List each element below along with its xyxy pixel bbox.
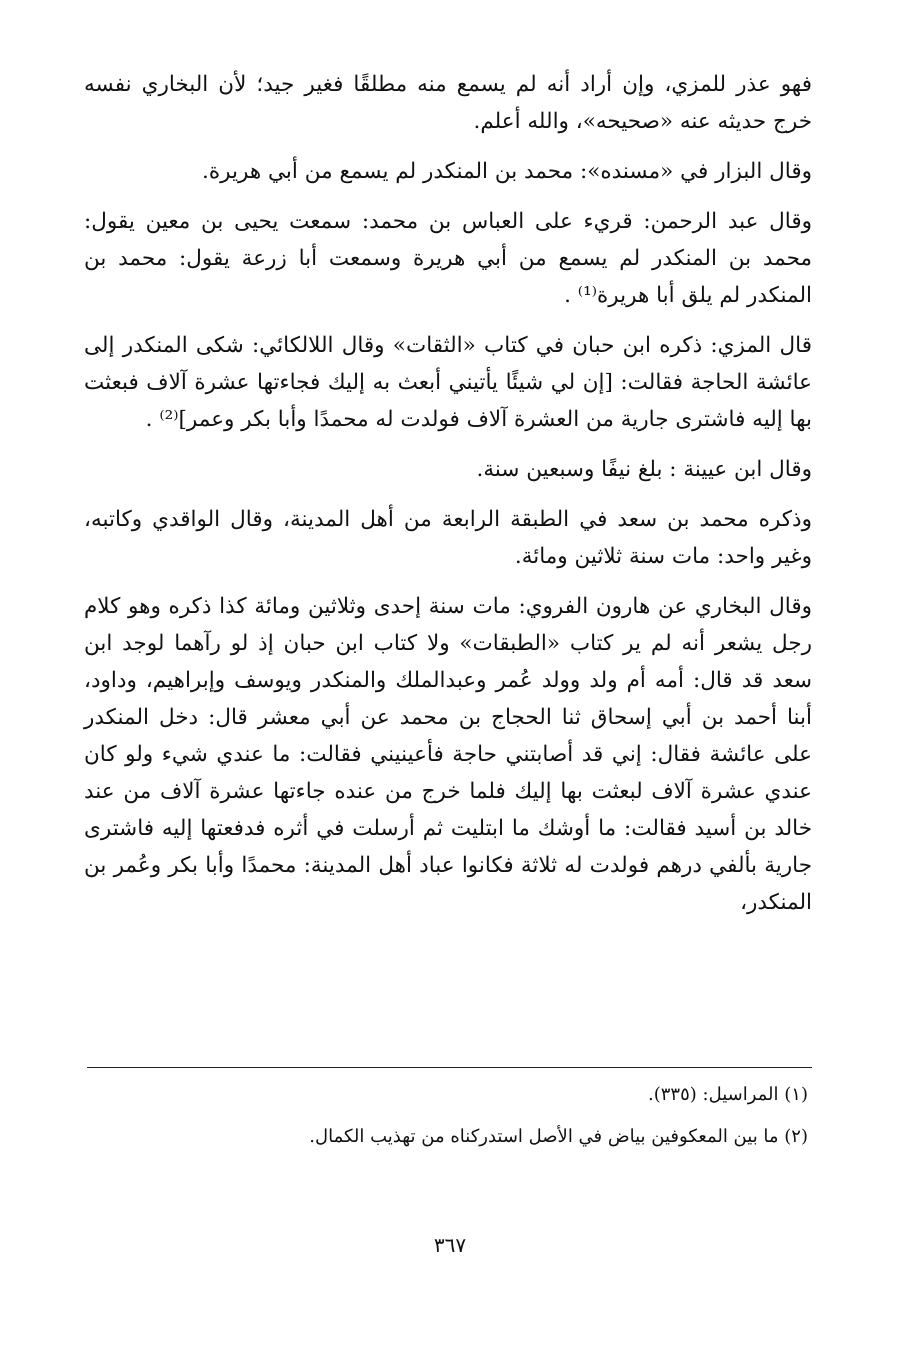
paragraph-4: قال المزي: ذكره ابن حبان في كتاب «الثقات» وقال اللالكائي: شكى المنكدر إلى عائشة الحاجة فقالت: [إن لي شيئًا يأتيني أبعث به إليك فجاءتها عشرة آلاف فبعثت بها إليه فاشترى جارية من العشرة آلاف فولدت له محمدًا وأبا بكر وعمر]⁽²⁾ . xyxy=(84,333,812,432)
footnote-divider xyxy=(87,1067,812,1068)
paragraph-3: وقال عبد الرحمن: قريء على العباس بن محمد: سمعت يحيى بن معين يقول: محمد بن المنكدر لم يسمع من أبي هريرة وسمعت أبا زرعة يقول: محمد بن المنكدر لم يلق أبا هريرة⁽¹⁾ . xyxy=(84,209,812,308)
paragraph-6: وذكره محمد بن سعد في الطبقة الرابعة من أهل المدينة، وقال الواقدي وكاتبه، وغير واحد: مات سنة ثلاثين ومائة. xyxy=(84,507,812,569)
paragraph-1: فهو عذر للمزي، وإن أراد أنه لم يسمع منه مطلقًا فغير جيد؛ لأن البخاري نفسه خرج حديثه عنه «صحيحه»، والله أعلم. xyxy=(84,72,812,134)
main-text xyxy=(84,66,812,934)
footnotes xyxy=(88,1078,808,1162)
footnote-2: (٢) ما بين المعكوفين بياض في الأصل استدركناه من تهذيب الكمال. xyxy=(309,1126,808,1147)
paragraph-7: وقال البخاري عن هارون الفروي: مات سنة إحدى وثلاثين ومائة كذا ذكره وهو كلام رجل يشعر أنه لم ير كتاب «الطبقات» ولا كتاب ابن حبان إذ لو رآهما لوجد ابن سعد قد قال: أمه أم ولد وولد عُمر وعبدالملك والمنكدر ويوسف وإبراهيم، وداود، أبنا أحمد بن أبي إسحاق ثنا الحجاج بن محمد عن أبي معشر قال: دخل المنكدر على عائشة فقال: إني قد أصابتني حاجة فأعينيني فقالت: ما عندي شيء ولو كان عندي عشرة آلاف لبعثت بها إليك فلما خرج من عنده جاءتها عشرة آلاف من عند خالد بن أسيد فقالت: ما أوشك ما ابتليت ثم أرسلت في أثره فدفعتها إليه فاشترى جارية بألفي درهم فولدت له ثلاثة فكانوا عباد أهل المدينة: محمدًا وأبا بكر وعُمر بن المنكدر، xyxy=(84,594,812,915)
paragraph-2: وقال البزار في «مسنده»: محمد بن المنكدر لم يسمع من أبي هريرة. xyxy=(202,159,812,184)
paragraph-5: وقال ابن عيينة : بلغ نيفًا وسبعين سنة. xyxy=(476,457,812,482)
page-number: ٣٦٧ xyxy=(433,1233,467,1257)
footnote-1: (١) المراسيل: (٣٣٥). xyxy=(648,1084,808,1105)
